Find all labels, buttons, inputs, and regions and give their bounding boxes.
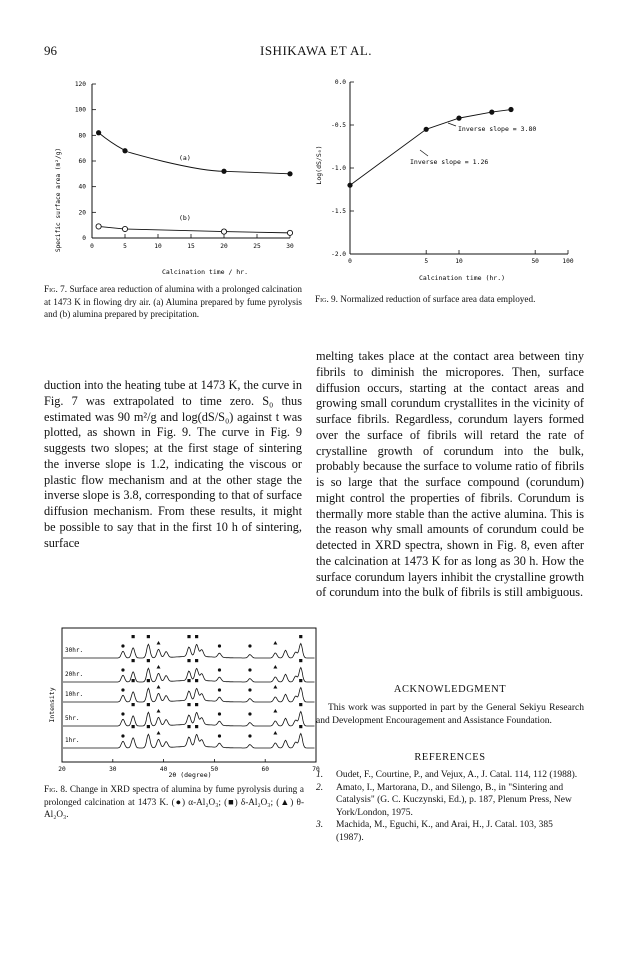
references-heading: REFERENCES <box>414 752 486 763</box>
fig8-x-tick-label: 60 <box>261 766 269 773</box>
fig7-caption <box>44 283 302 321</box>
fig9-x-tick-label: 50 <box>531 258 539 265</box>
fig7-series-b-point <box>287 230 292 235</box>
fig8-delta-marker <box>147 725 150 728</box>
paragraph: duction into the heating tube at 1473 K, the curve in Fig. 7 was extrapolated to time zero. S₀ thus estimated was 90 m²/g and log(dS/S₀) against t was plotted, as shown in Fig. 9. The curve in Fig. 9 suggests two slopes; at the first stage of sintering the inverse slope is 1.2, indicating the viscous or plastic flow mechanism and at the other stage the inverse slope is 3.8, corresponding to that of surface diffusion mechanism. From these results, it might be possible to say that in the first 10 h of sintering, surface <box>44 378 302 550</box>
fig8-delta-marker <box>299 635 302 638</box>
fig8-x-tick-label: 20 <box>58 766 66 773</box>
fig9-marks <box>347 107 513 188</box>
fig8-x-tick-label: 40 <box>159 766 168 773</box>
fig8-delta-marker <box>147 659 150 662</box>
fig7-x-tick-label: 0 <box>90 243 94 250</box>
acknowledgment-heading: ACKNOWLEDGMENT <box>393 684 507 695</box>
fig8-caption-label: Fig. 8. <box>44 784 68 794</box>
fig8-alpha-marker <box>248 734 251 737</box>
fig8-theta-marker <box>273 709 277 713</box>
fig8-alpha-marker <box>248 644 251 647</box>
fig7-marks <box>96 130 293 235</box>
fig9-y-tick-label: -0.5 <box>331 122 346 129</box>
fig9-ylabel: Log(dS/S₀) <box>315 145 323 185</box>
acknowledgment-text: This work was supported in part by the General Sekiyu Research and Development Encouragement and Assistance Foundation. <box>316 703 584 726</box>
reference-text: Oudet, F., Courtine, P., and Vejux, A., J. Catal. 114, 112 (1988). <box>336 770 578 780</box>
fig7-y-tick-label: 120 <box>74 81 86 88</box>
reference-text: Machida, M., Eguchi, K., and Arai, H., J. Catal. 103, 385 (1987). <box>336 820 553 843</box>
fig9-caption-label: Fig. 9. <box>315 294 338 304</box>
fig8-delta-marker <box>132 679 135 682</box>
fig8-delta-marker <box>132 703 135 706</box>
fig7-ylabel: Specific surface area (m²/g) <box>55 147 62 253</box>
reference-text: Amato, I., Martorana, D., and Silengo, B., in "Sintering and Catalysis" (G. C. Kuczynski, Ed.), p. 187, Plenum Press, New York/London, 1975. <box>336 782 572 818</box>
fig7-label-a: (a) <box>179 154 191 162</box>
fig8-axes <box>58 628 320 773</box>
fig9-y-tick-label: -1.0 <box>331 165 346 172</box>
page-number: 96 <box>44 43 57 58</box>
fig9-chart <box>310 70 590 284</box>
fig7-y-tick-label: 20 <box>78 209 86 217</box>
fig8-alpha-marker <box>248 688 251 691</box>
fig8-delta-marker <box>132 659 135 662</box>
fig8-theta-marker <box>157 641 161 645</box>
fig7-x-tick-label: 25 <box>253 243 261 250</box>
fig9-x-tick-label: 5 <box>424 258 429 265</box>
fig7-series-b-point <box>122 226 127 231</box>
fig7-x-tick-label: 10 <box>154 243 162 250</box>
reference-number: 3. <box>316 820 324 831</box>
fig8-alpha-marker <box>248 712 251 715</box>
fig8-delta-marker <box>187 635 190 638</box>
fig9-y-tick-label: -1.5 <box>331 208 346 215</box>
fig8-alpha-marker <box>121 668 124 671</box>
fig8-alpha-marker <box>121 644 124 647</box>
fig7-series-a-point <box>96 130 101 135</box>
fig8-delta-marker <box>147 635 150 638</box>
fig8-delta-marker <box>195 635 198 638</box>
fig8-chart <box>40 622 320 780</box>
fig8-trace-label: 10hr. <box>65 691 84 698</box>
fig8-x-tick-label: 50 <box>210 766 219 773</box>
fig7-y-tick-label: 80 <box>78 132 86 140</box>
fig7-chart <box>40 70 310 278</box>
fig8-theta-marker <box>273 731 277 735</box>
fig8-delta-marker <box>132 635 135 638</box>
fig8-theta-marker <box>157 685 161 689</box>
fig7-caption-text: Surface area reduction of alumina with a prolonged calcination at 1473 K in flowing dry air. (a) Alumina prepared by fume pyrolysis and (b) alumina prepared by precipitation. <box>44 284 303 320</box>
fig8-trace <box>63 712 315 727</box>
reference-item <box>316 819 582 844</box>
fig8-delta-marker <box>299 725 302 728</box>
fig8-trace-label: 20hr. <box>65 671 84 678</box>
fig9-x-tick-label: 100 <box>562 258 574 265</box>
fig7-axes <box>75 81 294 250</box>
fig9-series-point <box>489 110 494 115</box>
running-title: ISHIKAWA ET AL. <box>260 43 373 58</box>
fig9-x-tick-label: 10 <box>455 258 463 265</box>
reference-number: 2. <box>316 782 324 793</box>
fig7-x-tick-label: 5 <box>123 243 127 250</box>
paragraph: melting takes place at the contact area between tiny fibrils to diminish the micropores. Then, surface diffusion occurs, starting at the contact areas and growing small corundum crystallites in the vicinity of surface fibrils. Regardless, corundum layers formed over the surface of fibrils will retard the rate of crystalline growth of corundum into the bulk, probably because the surface to volume ratio of fibrils is so large that the surface compound (corundum) might control the properties of fibrils. Corundum is thermally more stable than the active alumina. This is the reason why small amounts of corundum could be detected in XRD spectra, shown in Fig. 8, even after the calcination at 1473 K for as long as 30 h. How the surface corundum layers inhibit the crystalline growth of corundum into the bulk of fibrils is still ambiguous. <box>316 349 584 600</box>
fig9-annotation-1: Inverse slope = 3.80 <box>458 125 537 133</box>
fig9-series-line <box>350 110 511 186</box>
fig8-theta-marker <box>157 709 161 713</box>
fig7-series-a-line <box>99 133 290 174</box>
fig9-y-tick-label: 0.0 <box>334 79 346 86</box>
fig8-xlabel: 2θ (degree) <box>168 771 212 779</box>
fig8-delta-marker <box>187 679 190 682</box>
fig8-frame <box>62 628 316 762</box>
fig7-xlabel: Calcination time / hr. <box>161 268 249 276</box>
fig8-delta-marker <box>147 679 150 682</box>
fig8-trace-label: 5hr. <box>65 715 80 722</box>
fig9-xlabel: Calcination time (hr.) <box>418 274 506 282</box>
fig8-delta-marker <box>195 725 198 728</box>
fig9-annotation-2: Inverse slope = 1.26 <box>410 158 489 166</box>
fig7-y-tick-label: 100 <box>74 106 86 114</box>
fig8-delta-marker <box>187 659 190 662</box>
fig7-x-tick-label: 30 <box>286 243 294 250</box>
fig8-traces <box>63 635 315 748</box>
fig9-y-tick-label: -2.0 <box>331 251 346 258</box>
fig8-delta-marker <box>195 659 198 662</box>
references-list <box>316 769 582 845</box>
fig8-caption <box>44 783 304 821</box>
fig7-series-a-point <box>287 171 292 176</box>
fig7-x-tick-label: 20 <box>220 243 228 250</box>
fig9-caption-text: Normalized reduction of surface area data employed. <box>340 294 536 304</box>
fig7-y-tick-label: 40 <box>78 183 86 191</box>
fig8-caption-text: Change in XRD spectra of alumina by fume pyrolysis during a prolonged calcination at 1473 K. (●) α-Al₂O₃; (■) δ-Al₂O₃; (▲) θ-Al₂O₃. <box>44 784 304 820</box>
fig8-alpha-marker <box>218 734 221 737</box>
fig8-alpha-marker <box>121 734 124 737</box>
fig7-series-b-point <box>221 229 226 234</box>
fig8-trace <box>63 734 315 749</box>
fig7-series-a-point <box>221 169 226 174</box>
fig7-label-b: (b) <box>179 214 191 222</box>
right-column-text <box>316 349 584 601</box>
fig8-theta-marker <box>273 685 277 689</box>
fig8-delta-marker <box>132 725 135 728</box>
fig8-alpha-marker <box>248 668 251 671</box>
fig9-x-tick-label: 0 <box>348 258 352 265</box>
reference-number: 1. <box>316 770 324 780</box>
fig8-theta-marker <box>273 641 277 645</box>
fig7-y-tick-label: 0 <box>82 235 86 242</box>
fig7-y-tick-label: 60 <box>78 158 86 165</box>
fig8-trace-label: 30hr. <box>65 647 84 654</box>
fig8-ylabel: Intensity <box>48 687 56 723</box>
fig8-delta-marker <box>147 703 150 706</box>
fig7-series-b-point <box>96 224 101 229</box>
fig8-alpha-marker <box>121 688 124 691</box>
fig7-caption-label: Fig. 7. <box>44 284 68 294</box>
reference-item <box>316 769 582 782</box>
fig8-delta-marker <box>187 703 190 706</box>
fig9-series-point <box>347 183 352 188</box>
fig9-series-point <box>508 107 513 112</box>
fig7-series-a-point <box>122 148 127 153</box>
reference-item <box>316 782 582 820</box>
fig9-series-point <box>456 116 461 121</box>
fig8-trace <box>63 688 315 703</box>
fig9-caption <box>315 293 583 306</box>
fig8-delta-marker <box>299 679 302 682</box>
fig8-alpha-marker <box>218 712 221 715</box>
fig8-theta-marker <box>273 665 277 669</box>
fig8-trace <box>63 644 315 659</box>
fig9-series-point <box>424 127 429 132</box>
fig8-alpha-marker <box>218 668 221 671</box>
fig8-delta-marker <box>299 659 302 662</box>
fig8-delta-marker <box>187 725 190 728</box>
fig8-delta-marker <box>195 679 198 682</box>
fig7-x-tick-label: 15 <box>187 243 195 250</box>
fig8-delta-marker <box>299 703 302 706</box>
fig8-x-tick-label: 30 <box>109 766 117 773</box>
fig8-alpha-marker <box>218 688 221 691</box>
fig8-theta-marker <box>157 665 161 669</box>
fig8-alpha-marker <box>218 644 221 647</box>
left-column-text <box>44 378 302 551</box>
fig8-theta-marker <box>157 731 161 735</box>
fig8-delta-marker <box>195 703 198 706</box>
fig8-x-tick-label: 70 <box>312 766 320 773</box>
fig8-trace-label: 1hr. <box>65 737 80 744</box>
fig8-alpha-marker <box>121 712 124 715</box>
